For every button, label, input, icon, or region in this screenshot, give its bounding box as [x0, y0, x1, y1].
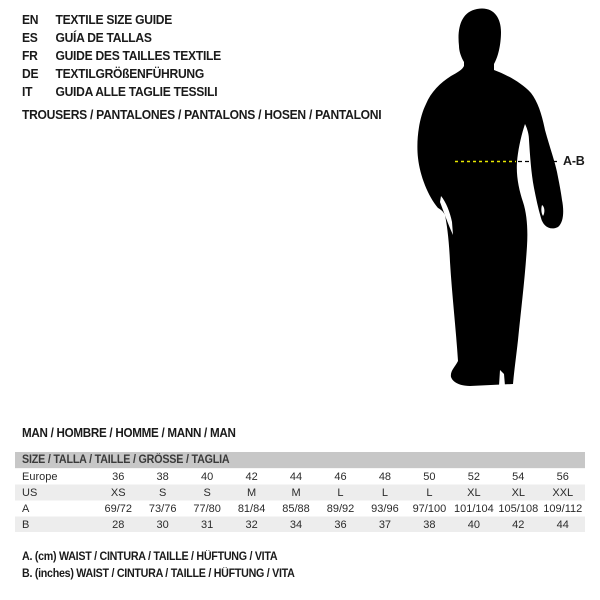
table-cell: S: [203, 486, 211, 499]
table-cell: 40: [467, 518, 480, 531]
size-table: [15, 452, 585, 532]
table-cell: 32: [245, 518, 258, 531]
table-cell: 89/92: [326, 502, 355, 515]
table-cell: 105/108: [498, 502, 539, 515]
table-cell: 36: [334, 518, 347, 531]
table-cell: 38: [423, 518, 436, 531]
language-code: IT: [22, 83, 33, 99]
language-row-de: [22, 64, 221, 82]
language-label: TEXTILGRÖßENFÜHRUNG: [55, 65, 204, 81]
language-row-fr: [22, 46, 221, 64]
language-row-es: [22, 28, 221, 46]
table-cell: 42: [245, 470, 258, 483]
row-label: US: [22, 486, 38, 499]
footnote-b: B. (inches) WAIST / CINTURA / TAILLE / HÜFTUNG / VITA: [22, 568, 295, 580]
language-code: ES: [22, 29, 38, 45]
language-row-it: [22, 82, 221, 100]
table-cell: 37: [378, 518, 392, 531]
table-cell: M: [247, 486, 257, 499]
table-cell: 97/100: [412, 502, 447, 515]
measure-label: A-B: [563, 154, 585, 168]
table-cell: 42: [512, 518, 525, 531]
table-cell: 44: [556, 518, 569, 531]
table-cell: 34: [289, 518, 303, 531]
language-label: GUIDE DES TAILLES TEXTILE: [55, 47, 221, 63]
footnotes: [22, 551, 315, 585]
table-cell: L: [381, 486, 388, 499]
table-cell: M: [291, 486, 301, 499]
table-cell: 109/112: [543, 502, 583, 515]
table-cell: 52: [467, 470, 480, 483]
table-cell: 77/80: [193, 502, 221, 515]
table-cell: S: [159, 486, 167, 499]
row-label: Europe: [22, 470, 58, 483]
table-cell: XXL: [552, 486, 574, 499]
table-cell: 85/88: [282, 502, 310, 515]
section-title-man: MAN / HOMBRE / HOMME / MANN / MAN: [22, 426, 236, 440]
language-label: TEXTILE SIZE GUIDE: [55, 11, 173, 27]
language-legend: [22, 10, 236, 100]
table-row-europe: [15, 468, 585, 484]
language-code: DE: [22, 65, 39, 81]
man-silhouette-svg: [400, 0, 600, 395]
table-cell: 31: [201, 518, 214, 531]
language-code: EN: [22, 11, 39, 27]
table-cell: L: [426, 486, 433, 499]
table-cell: 73/76: [148, 502, 177, 515]
table-cell: 101/104: [453, 502, 494, 515]
table-cell: 56: [556, 470, 569, 483]
footnote-a: A. (cm) WAIST / CINTURA / TAILLE / HÜFTUNG / VITA: [22, 551, 278, 563]
table-cell: 38: [156, 470, 169, 483]
size-table-header-label: SIZE / TALLA / TAILLE / GRÖSSE / TAGLIA: [22, 454, 230, 466]
table-cell: XL: [511, 486, 526, 499]
table-cell: 40: [201, 470, 214, 483]
size-table-header: [15, 452, 585, 468]
language-label: GUÍA DE TALLAS: [55, 29, 152, 45]
table-cell: 28: [112, 518, 125, 531]
table-cell: 30: [156, 518, 169, 531]
table-cell: 50: [423, 470, 436, 483]
table-cell: 36: [112, 470, 125, 483]
table-row-a-cm: [15, 500, 585, 516]
garment-title: TROUSERS / PANTALONES / PANTALONS / HOSEN / PANTALONI: [22, 107, 382, 122]
language-row-en: [22, 10, 221, 28]
table-cell: 69/72: [104, 502, 132, 515]
row-label: A: [22, 502, 30, 515]
table-cell: XS: [110, 486, 126, 499]
table-cell: L: [337, 486, 344, 499]
row-label: B: [22, 518, 30, 531]
table-cell: 48: [378, 470, 392, 483]
man-silhouette-body: [417, 9, 563, 386]
table-row-us: [15, 484, 585, 500]
table-cell: 54: [512, 470, 525, 483]
table-cell: 46: [334, 470, 347, 483]
language-code: FR: [22, 47, 38, 63]
man-silhouette-figure: [400, 0, 600, 395]
table-cell: 81/84: [237, 502, 266, 515]
table-cell: 93/96: [371, 502, 399, 515]
language-label: GUIDA ALLE TAGLIE TESSILI: [55, 83, 218, 99]
table-cell: XL: [467, 486, 481, 499]
table-cell: 44: [289, 470, 303, 483]
table-row-b-inches: [15, 516, 585, 532]
